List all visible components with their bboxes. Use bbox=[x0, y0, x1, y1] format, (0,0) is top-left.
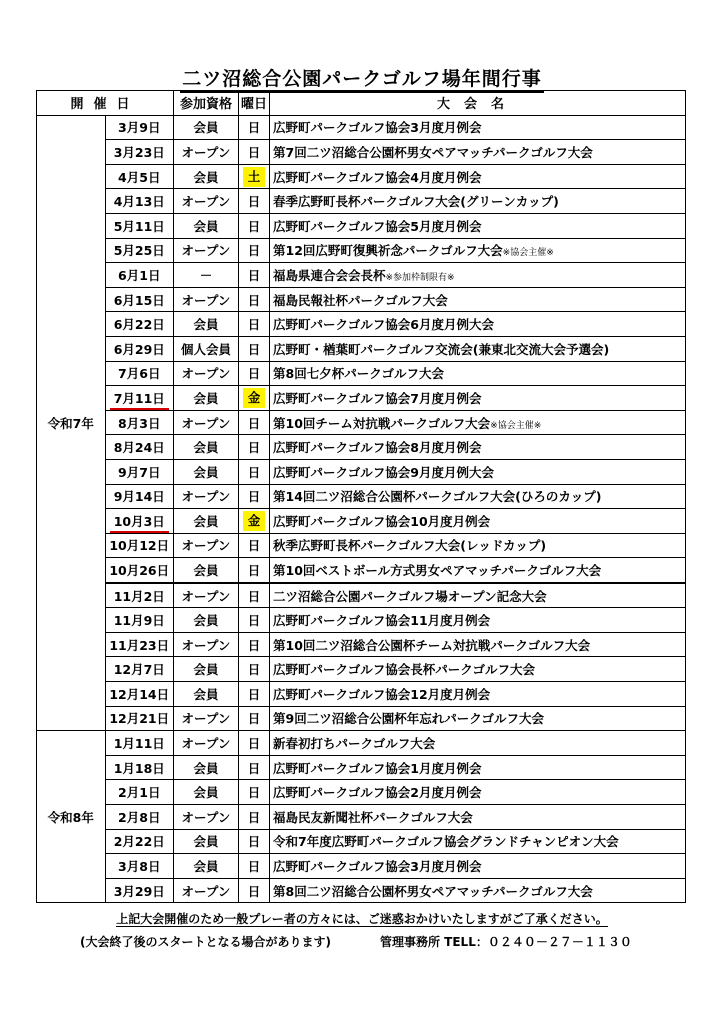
event-day bbox=[239, 682, 270, 707]
event-eligibility: 会員 bbox=[174, 608, 239, 633]
event-date-text: 6月29日 bbox=[113, 341, 165, 357]
event-day bbox=[239, 361, 270, 386]
event-name-text: 第8回七夕杯パークゴルフ大会 bbox=[273, 366, 444, 382]
event-note: ※協会主催※ bbox=[490, 420, 542, 431]
event-eligibility: 会員 bbox=[174, 164, 239, 189]
event-name-text: 第10回ベストボール方式男女ペアマッチパークゴルフ大会 bbox=[273, 563, 602, 579]
table-row bbox=[37, 312, 686, 337]
event-day bbox=[239, 706, 270, 731]
event-date-text: 3月29日 bbox=[113, 883, 165, 899]
event-name-text: 広野町パークゴルフ協会6月度月例大会 bbox=[273, 317, 494, 333]
event-date bbox=[105, 608, 174, 633]
table-row bbox=[37, 238, 686, 263]
event-name bbox=[270, 780, 686, 805]
event-name bbox=[270, 484, 686, 509]
event-date-text: 6月1日 bbox=[118, 267, 161, 283]
table-row bbox=[37, 533, 686, 558]
event-day-text: 日 bbox=[247, 489, 261, 505]
event-note: ※協会主催※ bbox=[502, 248, 554, 259]
event-date-text: 12月14日 bbox=[109, 686, 170, 702]
event-name-text: 広野町・楢葉町パークゴルフ交流会(兼東北交流大会予選会) bbox=[273, 341, 610, 357]
event-day-text: 日 bbox=[247, 440, 261, 456]
event-day-text: 日 bbox=[247, 760, 261, 776]
event-name bbox=[270, 731, 686, 756]
table-row bbox=[37, 263, 686, 288]
event-day bbox=[239, 755, 270, 780]
event-name-text: 令和7年度広野町パークゴルフ協会グランドチャンピオン大会 bbox=[273, 834, 619, 850]
event-date bbox=[105, 484, 174, 509]
event-eligibility: 会員 bbox=[174, 312, 239, 337]
event-name-text: 広野町パークゴルフ協会5月度月例会 bbox=[273, 218, 482, 234]
table-row bbox=[37, 213, 686, 238]
event-name bbox=[270, 533, 686, 558]
era-label: 令和7年 bbox=[37, 115, 106, 731]
event-note: ※参加枠制限有※ bbox=[385, 272, 455, 283]
event-day bbox=[239, 410, 270, 435]
event-eligibility: オープン bbox=[174, 287, 239, 312]
event-day-text: 日 bbox=[247, 711, 261, 727]
start-note: (大会終了後のスタートとなる場合があります) bbox=[80, 935, 331, 949]
table-row bbox=[37, 854, 686, 879]
table-row bbox=[37, 435, 686, 460]
event-eligibility: オープン bbox=[174, 140, 239, 165]
page-title: 二ツ沼総合公園パークゴルフ場年間行事 bbox=[0, 64, 724, 91]
event-date bbox=[105, 657, 174, 682]
table-row bbox=[37, 878, 686, 903]
event-date bbox=[105, 632, 174, 657]
event-date bbox=[105, 189, 174, 214]
event-date-text: 9月14日 bbox=[113, 489, 165, 505]
event-date bbox=[105, 731, 174, 756]
table-row bbox=[37, 140, 686, 165]
event-day-text: 日 bbox=[247, 538, 261, 554]
event-date bbox=[105, 115, 174, 140]
event-name bbox=[270, 386, 686, 411]
event-date-text: 2月22日 bbox=[113, 834, 165, 850]
event-date bbox=[105, 336, 174, 361]
event-day-text: 金 bbox=[243, 388, 265, 408]
event-eligibility: オープン bbox=[174, 189, 239, 214]
event-eligibility: － bbox=[174, 263, 239, 288]
table-row bbox=[37, 115, 686, 140]
event-date bbox=[105, 263, 174, 288]
event-date-text: 10月3日 bbox=[110, 514, 169, 533]
event-name-text: 広野町パークゴルフ協会3月度月例会 bbox=[273, 120, 482, 136]
event-day bbox=[239, 805, 270, 830]
event-date-text: 5月25日 bbox=[113, 243, 165, 259]
table-row bbox=[37, 731, 686, 756]
event-name-text: 第7回二ツ沼総合公園杯男女ペアマッチパークゴルフ大会 bbox=[273, 144, 593, 160]
event-date bbox=[105, 755, 174, 780]
event-name-text: 広野町パークゴルフ協会4月度月例会 bbox=[273, 169, 482, 185]
header-date: 開催日 bbox=[37, 91, 174, 116]
event-date-text: 12月21日 bbox=[109, 711, 170, 727]
header-day: 曜日 bbox=[239, 91, 270, 116]
event-day-text: 日 bbox=[247, 341, 261, 357]
table-row bbox=[37, 682, 686, 707]
event-day bbox=[239, 657, 270, 682]
event-day-text: 日 bbox=[247, 267, 261, 283]
event-day bbox=[239, 238, 270, 263]
event-day bbox=[239, 312, 270, 337]
event-date bbox=[105, 583, 174, 608]
event-day-text: 日 bbox=[247, 834, 261, 850]
event-eligibility: 個人会員 bbox=[174, 336, 239, 361]
event-day bbox=[239, 459, 270, 484]
event-day bbox=[239, 287, 270, 312]
event-eligibility: オープン bbox=[174, 731, 239, 756]
office-phone: 管理事務所 TELL：０２４０－２７－１１３０ bbox=[380, 935, 632, 949]
event-name-text: 広野町パークゴルフ協会1月度月例会 bbox=[273, 760, 482, 776]
event-day-text: 日 bbox=[247, 317, 261, 333]
event-day bbox=[239, 164, 270, 189]
table-row bbox=[37, 459, 686, 484]
event-name-text: 福島民友新聞社杯パークゴルフ大会 bbox=[273, 809, 473, 825]
event-day-text: 日 bbox=[247, 194, 261, 210]
notice-text: 上記大会開催のため一般プレー者の方々には、ご迷惑おかけいたしますがご了承ください。 bbox=[116, 912, 608, 926]
event-day-text: 日 bbox=[247, 588, 261, 604]
table-row bbox=[37, 657, 686, 682]
event-day-text: 日 bbox=[247, 563, 261, 579]
event-name-text: 春季広野町長杯パークゴルフ大会(グリーンカップ) bbox=[273, 194, 559, 210]
event-day bbox=[239, 386, 270, 411]
event-day-text: 日 bbox=[247, 637, 261, 653]
event-name-text: 広野町パークゴルフ協会長杯パークゴルフ大会 bbox=[273, 662, 536, 678]
event-date-text: 10月26日 bbox=[109, 563, 170, 579]
header-name: 大会名 bbox=[270, 91, 686, 116]
header-eligibility: 参加資格 bbox=[174, 91, 239, 116]
event-name bbox=[270, 189, 686, 214]
event-name bbox=[270, 878, 686, 903]
event-day bbox=[239, 533, 270, 558]
event-eligibility: 会員 bbox=[174, 558, 239, 583]
event-eligibility: オープン bbox=[174, 583, 239, 608]
event-date bbox=[105, 780, 174, 805]
event-eligibility: 会員 bbox=[174, 459, 239, 484]
event-name bbox=[270, 410, 686, 435]
event-eligibility: オープン bbox=[174, 361, 239, 386]
event-date bbox=[105, 386, 174, 411]
event-eligibility: オープン bbox=[174, 533, 239, 558]
event-name bbox=[270, 854, 686, 879]
event-date bbox=[105, 140, 174, 165]
table-row bbox=[37, 410, 686, 435]
event-date bbox=[105, 312, 174, 337]
event-date-text: 9月7日 bbox=[118, 464, 161, 480]
event-date-text: 2月1日 bbox=[118, 785, 161, 801]
event-day-text: 日 bbox=[247, 292, 261, 308]
event-date bbox=[105, 410, 174, 435]
event-date bbox=[105, 706, 174, 731]
event-day-text: 日 bbox=[247, 144, 261, 160]
table-row bbox=[37, 608, 686, 633]
event-name bbox=[270, 213, 686, 238]
event-date-text: 2月8日 bbox=[118, 809, 161, 825]
event-eligibility: 会員 bbox=[174, 386, 239, 411]
table-row bbox=[37, 829, 686, 854]
event-date bbox=[105, 459, 174, 484]
table-row bbox=[37, 287, 686, 312]
table-row bbox=[37, 558, 686, 583]
event-name-text: 広野町パークゴルフ協会2月度月例会 bbox=[273, 785, 482, 801]
event-date-text: 3月9日 bbox=[118, 120, 161, 136]
event-date-text: 1月18日 bbox=[113, 760, 165, 776]
event-name-text: 新春初打ちパークゴルフ大会 bbox=[273, 736, 436, 752]
event-day-text: 日 bbox=[247, 809, 261, 825]
event-day bbox=[239, 731, 270, 756]
table-row bbox=[37, 509, 686, 534]
event-name-text: 第8回二ツ沼総合公園杯男女ペアマッチパークゴルフ大会 bbox=[273, 883, 593, 899]
event-date-text: 12月7日 bbox=[113, 662, 165, 678]
event-date-text: 5月11日 bbox=[113, 218, 165, 234]
event-name-text: 広野町パークゴルフ協会10月度月例会 bbox=[273, 513, 491, 529]
event-name bbox=[270, 706, 686, 731]
event-day-text: 日 bbox=[247, 785, 261, 801]
event-date-text: 11月23日 bbox=[109, 637, 170, 653]
event-name bbox=[270, 164, 686, 189]
event-day-text: 日 bbox=[247, 415, 261, 431]
event-name bbox=[270, 361, 686, 386]
era-label: 令和8年 bbox=[37, 731, 106, 903]
event-date-text: 1月11日 bbox=[113, 736, 165, 752]
event-date bbox=[105, 854, 174, 879]
event-name bbox=[270, 558, 686, 583]
event-eligibility: 会員 bbox=[174, 780, 239, 805]
event-name bbox=[270, 805, 686, 830]
table-row bbox=[37, 706, 686, 731]
event-date bbox=[105, 805, 174, 830]
event-date-text: 4月5日 bbox=[118, 169, 161, 185]
event-name bbox=[270, 336, 686, 361]
event-date-text: 4月13日 bbox=[113, 194, 165, 210]
event-name-text: 広野町パークゴルフ協会9月度月例大会 bbox=[273, 464, 494, 480]
event-date bbox=[105, 164, 174, 189]
event-eligibility: 会員 bbox=[174, 854, 239, 879]
event-eligibility: 会員 bbox=[174, 509, 239, 534]
event-day bbox=[239, 558, 270, 583]
event-eligibility: オープン bbox=[174, 878, 239, 903]
event-name-text: 福島民報社杯パークゴルフ大会 bbox=[273, 292, 448, 308]
event-day-text: 金 bbox=[243, 511, 265, 531]
event-day-text: 日 bbox=[247, 859, 261, 875]
event-date bbox=[105, 361, 174, 386]
event-day-text: 日 bbox=[247, 686, 261, 702]
event-date-text: 8月3日 bbox=[118, 415, 161, 431]
event-name-text: 広野町パークゴルフ協会7月度月例会 bbox=[273, 390, 482, 406]
event-eligibility: 会員 bbox=[174, 435, 239, 460]
event-name bbox=[270, 632, 686, 657]
event-day-text: 日 bbox=[247, 464, 261, 480]
event-name bbox=[270, 238, 686, 263]
table-row bbox=[37, 164, 686, 189]
event-day-text: 日 bbox=[247, 218, 261, 234]
event-date-text: 6月15日 bbox=[113, 292, 165, 308]
event-day bbox=[239, 213, 270, 238]
event-name bbox=[270, 509, 686, 534]
event-day bbox=[239, 632, 270, 657]
event-day-text: 日 bbox=[247, 883, 261, 899]
event-name bbox=[270, 312, 686, 337]
event-day bbox=[239, 780, 270, 805]
event-eligibility: オープン bbox=[174, 632, 239, 657]
event-eligibility: 会員 bbox=[174, 657, 239, 682]
event-eligibility: オープン bbox=[174, 238, 239, 263]
event-day bbox=[239, 140, 270, 165]
event-day-text: 日 bbox=[247, 366, 261, 382]
event-date-text: 11月2日 bbox=[113, 588, 165, 604]
event-day-text: 日 bbox=[247, 120, 261, 136]
event-date bbox=[105, 829, 174, 854]
event-date bbox=[105, 558, 174, 583]
event-name-text: 広野町パークゴルフ協会3月度月例会 bbox=[273, 859, 482, 875]
event-name-text: 第9回二ツ沼総合公園杯年忘れパークゴルフ大会 bbox=[273, 711, 544, 727]
event-day bbox=[239, 435, 270, 460]
table-row bbox=[37, 780, 686, 805]
table-row bbox=[37, 336, 686, 361]
event-day-text: 土 bbox=[243, 167, 265, 187]
event-name-text: 第14回二ツ沼総合公園杯パークゴルフ大会(ひろのカップ) bbox=[273, 489, 602, 505]
event-eligibility: オープン bbox=[174, 410, 239, 435]
table-row bbox=[37, 805, 686, 830]
event-name bbox=[270, 608, 686, 633]
event-name bbox=[270, 140, 686, 165]
event-day bbox=[239, 608, 270, 633]
event-day bbox=[239, 829, 270, 854]
event-name bbox=[270, 583, 686, 608]
event-date-text: 3月8日 bbox=[118, 859, 161, 875]
schedule-body bbox=[37, 115, 686, 903]
event-day bbox=[239, 189, 270, 214]
event-day bbox=[239, 583, 270, 608]
event-date-text: 10月12日 bbox=[109, 538, 170, 554]
table-row bbox=[37, 386, 686, 411]
event-name-text: 広野町パークゴルフ協会8月度月例会 bbox=[273, 440, 482, 456]
event-date bbox=[105, 509, 174, 534]
event-day bbox=[239, 509, 270, 534]
schedule-table bbox=[36, 90, 686, 903]
event-date bbox=[105, 533, 174, 558]
event-name-text: 二ツ沼総合公園パークゴルフ場オープン記念大会 bbox=[273, 588, 547, 604]
event-date-text: 7月11日 bbox=[110, 391, 169, 410]
event-date bbox=[105, 238, 174, 263]
event-day-text: 日 bbox=[247, 662, 261, 678]
event-day-text: 日 bbox=[247, 243, 261, 259]
event-name bbox=[270, 657, 686, 682]
event-eligibility: 会員 bbox=[174, 682, 239, 707]
table-row bbox=[37, 484, 686, 509]
event-date-text: 8月24日 bbox=[113, 440, 165, 456]
event-name-text: 福島県連合会会長杯 bbox=[273, 267, 386, 283]
event-name bbox=[270, 115, 686, 140]
event-eligibility: 会員 bbox=[174, 829, 239, 854]
event-day bbox=[239, 115, 270, 140]
event-date bbox=[105, 435, 174, 460]
event-name-text: 第10回二ツ沼総合公園杯チーム対抗戦パークゴルフ大会 bbox=[273, 637, 591, 653]
event-name bbox=[270, 435, 686, 460]
event-eligibility: オープン bbox=[174, 706, 239, 731]
event-date bbox=[105, 213, 174, 238]
event-date-text: 6月22日 bbox=[113, 317, 165, 333]
event-name-text: 第12回広野町復興祈念パークゴルフ大会 bbox=[273, 243, 503, 259]
event-name-text: 第10回チーム対抗戦パークゴルフ大会 bbox=[273, 415, 491, 431]
event-date bbox=[105, 878, 174, 903]
event-date-text: 7月6日 bbox=[118, 366, 161, 382]
event-name bbox=[270, 287, 686, 312]
event-day-text: 日 bbox=[247, 736, 261, 752]
header-row bbox=[37, 91, 686, 116]
event-name-text: 広野町パークゴルフ協会11月度月例会 bbox=[273, 613, 491, 629]
event-name bbox=[270, 755, 686, 780]
event-name bbox=[270, 459, 686, 484]
event-eligibility: 会員 bbox=[174, 213, 239, 238]
event-name-text: 秋季広野町長杯パークゴルフ大会(レッドカップ) bbox=[273, 538, 547, 554]
event-date-text: 11月9日 bbox=[113, 613, 165, 629]
event-day bbox=[239, 263, 270, 288]
event-name bbox=[270, 263, 686, 288]
event-date-text: 3月23日 bbox=[113, 144, 165, 160]
event-name bbox=[270, 829, 686, 854]
event-day bbox=[239, 878, 270, 903]
event-date bbox=[105, 287, 174, 312]
event-eligibility: オープン bbox=[174, 484, 239, 509]
event-day bbox=[239, 854, 270, 879]
table-row bbox=[37, 189, 686, 214]
table-row bbox=[37, 583, 686, 608]
event-eligibility: 会員 bbox=[174, 755, 239, 780]
table-row bbox=[37, 755, 686, 780]
event-eligibility: オープン bbox=[174, 805, 239, 830]
event-eligibility: 会員 bbox=[174, 115, 239, 140]
event-name bbox=[270, 682, 686, 707]
event-day-text: 日 bbox=[247, 613, 261, 629]
event-day bbox=[239, 336, 270, 361]
table-row bbox=[37, 632, 686, 657]
event-date bbox=[105, 682, 174, 707]
event-day bbox=[239, 484, 270, 509]
table-row bbox=[37, 361, 686, 386]
event-name-text: 広野町パークゴルフ協会12月度月例会 bbox=[273, 686, 491, 702]
